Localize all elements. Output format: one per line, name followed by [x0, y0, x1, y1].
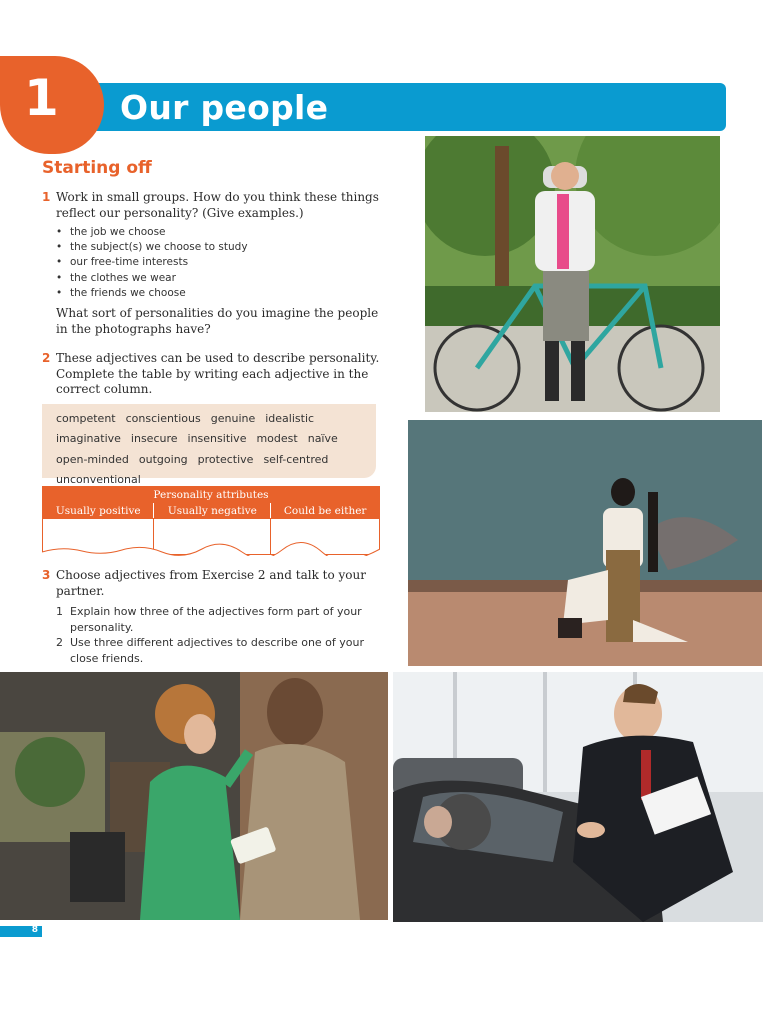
list-item: [56, 604, 374, 635]
table-title: Personality attributes: [43, 487, 380, 503]
page-number-tab: [0, 926, 42, 937]
column-header: Usually positive: [43, 503, 154, 519]
photo-dancer: [408, 420, 762, 666]
adjective: modest: [256, 432, 298, 446]
bullet-list: [56, 225, 356, 301]
exercise-1: [42, 190, 382, 221]
exercise-instruction: Work in small groups. How do you think these things reflect our personality? (Give examples.): [56, 190, 379, 220]
adjective: self-centred: [263, 452, 329, 466]
list-item: • the subject(s) we choose to study: [56, 240, 356, 255]
exercise-1-question: [56, 306, 382, 337]
adjective: idealistic: [265, 412, 315, 425]
photo-cyclist: [425, 136, 720, 412]
list-item: • the friends we choose: [56, 286, 356, 301]
list-item: [56, 635, 374, 666]
adjective: imaginative: [56, 432, 121, 446]
photo-car-salesman: [393, 672, 763, 922]
adjective-box: [42, 404, 376, 487]
adjective: genuine: [210, 412, 256, 425]
column-header: Could be either: [271, 503, 380, 519]
exercise-3: [42, 568, 382, 599]
adjective: insensitive: [187, 432, 247, 446]
adjective: unconventional: [56, 473, 141, 487]
photo-painter: [0, 672, 388, 920]
item-number: 2: [56, 636, 63, 649]
item-text: Use three different adjectives to describe one of your close friends.: [70, 636, 365, 665]
adjective: conscientious: [125, 412, 201, 425]
unit-number: 1: [24, 69, 59, 127]
exercise-number: 2: [42, 351, 51, 365]
exercise-number: 1: [42, 190, 51, 204]
adjective: insecure: [130, 432, 178, 446]
page-number: 8: [31, 925, 38, 935]
exercise-question: What sort of personalities do you imagine the people in the photographs have?: [56, 306, 379, 336]
exercise-instruction: Choose adjectives from Exercise 2 and talk to your partner.: [56, 568, 366, 598]
unit-title: Our people: [120, 88, 329, 127]
adjective: outgoing: [138, 452, 188, 466]
adjective: open-minded: [56, 452, 129, 466]
list-item: • the clothes we wear: [56, 271, 356, 286]
adjective: protective: [197, 452, 254, 466]
exercise-instruction: These adjectives can be used to describe personality. Complete the table by writing each adjective in the correct column.: [56, 351, 380, 396]
item-number: 1: [56, 605, 63, 618]
exercise-number: 3: [42, 568, 51, 582]
adjective: naïve: [307, 432, 338, 446]
table-tear-edge: [42, 538, 380, 556]
adjective: competent: [56, 412, 116, 425]
list-item: • our free-time interests: [56, 255, 356, 270]
exercise-3-list: [56, 604, 374, 666]
column-header: Usually negative: [154, 503, 271, 519]
exercise-2: [42, 351, 382, 398]
list-item: • the job we choose: [56, 225, 356, 240]
section-title: Starting off: [42, 158, 152, 178]
item-text: Explain how three of the adjectives form part of your personality.: [70, 605, 362, 634]
